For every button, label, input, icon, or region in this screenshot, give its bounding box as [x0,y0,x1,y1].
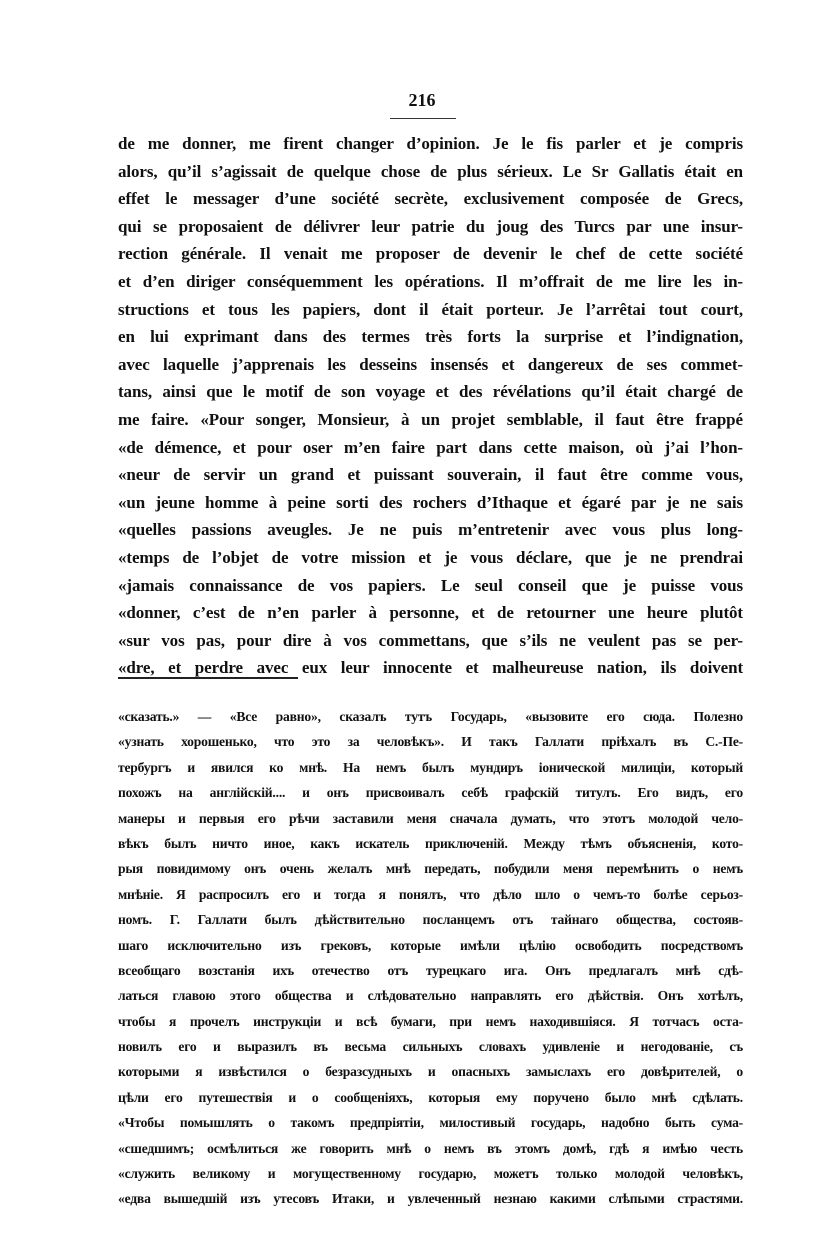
footnote-line: «сказать.» — «Все равно», сказалъ тутъ Государь, «вызовите его сюда. Полезно [118,709,743,724]
main-text-line: «donner, c’est de n’en parler à personne, et de retourner une heure plutôt [118,603,743,623]
footnote-line: мнѣніе. Я распросилъ его и тогда я понялъ, что дѣло шло о чемъ-то болѣе серьоз- [118,886,743,902]
footnote-line: вѣкъ былъ ничто иное, какъ искатель приключеній. Между тѣмъ объясненія, кото- [118,835,743,851]
main-text-line: rection générale. Il venait me proposer de devenir le chef de cette société [118,244,743,264]
footnote-line: похожъ на англійскій.... и онъ присвоивалъ себѣ графскій титулъ. Его видъ, его [118,785,743,801]
main-text-line: «sur vos pas, pour dire à vos commettans, que s’ils ne veulent pas se per- [118,630,743,650]
main-text-line: avec laquelle j’apprenais les desseins insensés et dangereux de ses commet- [118,354,743,374]
main-text-line: «quelles passions aveugles. Je ne puis m’entretenir avec vous plus long- [118,520,743,540]
main-text-line: «temps de l’objet de votre mission et je vous déclare, que je ne prendrai [118,547,743,567]
main-text-line: structions et tous les papiers, dont il était porteur. Je l’arrêtai tout court, [118,299,743,319]
main-text-line: et d’en diriger conséquemment les opérations. Il m’offrait de me lire les in- [118,271,743,291]
footnote-line: «служить великому и могущественному государю, можетъ только молодой человѣкъ, [118,1166,743,1182]
footnote-line: шаго исключительно изъ грековъ, которые имѣли цѣлію освободить посредствомъ [118,937,743,953]
footnote-line: цѣли его путешествія и о сообщеніяхъ, которыя ему поручено было мнѣ сдѣлать. [118,1089,743,1105]
main-text-line: qui se proposaient de délivrer leur patrie du joug des Turcs par une insur- [118,216,743,236]
footnote-line: «Чтобы помышлять о такомъ предпріятіи, милостивый государь, надобно быть сума- [118,1115,743,1131]
main-text-line: en lui exprimant dans des termes très forts la surprise et l’indignation, [118,327,743,347]
footnote-line: «сшедшимъ; осмѣлиться же говорить мнѣ о немъ въ этомъ домѣ, гдѣ я имѣю честь [118,1140,743,1156]
main-text-line: effet le messager d’une société secrète, exclusivement composée de Grecs, [118,189,743,209]
footnote-line: рыя повидимому онъ очень желалъ мнѣ передать, побудили меня перемѣнить о немъ [118,861,743,877]
main-text-line: alors, qu’il s’agissait de quelque chose de plus sérieux. Le Sr Gallatis était en [118,161,743,181]
page-number-rule [390,118,456,119]
footnote-line: «едва вышедшій изъ утесовъ Итаки, и увлеченный незнаю какими слѣпыми страстями. [118,1191,743,1207]
footnote-line: новилъ его и выразилъ въ весьма сильныхъ словахъ удивленіе и негодованіе, съ [118,1039,743,1055]
footnote-line: «узнать хорошенько, что это за человѣкъ». И такъ Галлати пріѣхалъ въ С.-Пе- [118,734,743,750]
main-text-line: de me donner, me firent changer d’opinion. Je le fis parler et je compris [118,134,743,153]
main-text-line: «un jeune homme à peine sorti des rochers d’Ithaque et égaré par je ne sais [118,492,743,512]
footnote-line: чтобы я прочелъ инструкціи и всѣ бумаги, при немъ находившіяся. Я тотчасъ оста- [118,1013,743,1029]
main-text-line: me faire. «Pour songer, Monsieur, à un projet semblable, il faut être frappé [118,409,743,429]
main-text [118,130,743,682]
main-text-line: «dre, et perdre avec eux leur innocente et malheureuse nation, ils doivent [118,658,743,678]
main-text-line: tans, ainsi que le motif de son voyage et des révélations qu’il était chargé de [118,382,743,402]
footnote-line: манеры и первыя его рѣчи заставили меня сначала думать, что этотъ молодой чело- [118,810,743,826]
footnote-text [118,704,743,1212]
main-text-line: «neur de servir un grand et puissant souverain, il faut être comme vous, [118,465,743,485]
footnote-line: которыми я извѣстился о безразсудныхъ и опасныхъ замыслахъ его довѣрителей, о [118,1064,743,1080]
footnote-line: тербургъ и явился ко мнѣ. На немъ былъ мундиръ іонической милиціи, который [118,759,743,775]
footnote-line: номъ. Г. Галлати былъ дѣйствительно посланцемъ отъ тайнаго общества, состояв- [118,912,743,928]
main-text-line: «jamais connaissance de vos papiers. Le seul conseil que je puisse vous [118,575,743,595]
footnote-separator [118,677,298,679]
page-number: 216 [408,90,436,110]
footnote-line: всеобщаго возстанія ихъ отечество отъ турецкаго ига. Онъ предлагалъ мнѣ сдѣ- [118,962,743,978]
main-text-line: «de démence, et pour oser m’en faire part dans cette maison, où j’ai l’hon- [118,437,743,457]
footnote-line: латься главою этого общества и слѣдовательно направлять его дѣйствія. Онъ хотѣлъ, [118,988,743,1004]
